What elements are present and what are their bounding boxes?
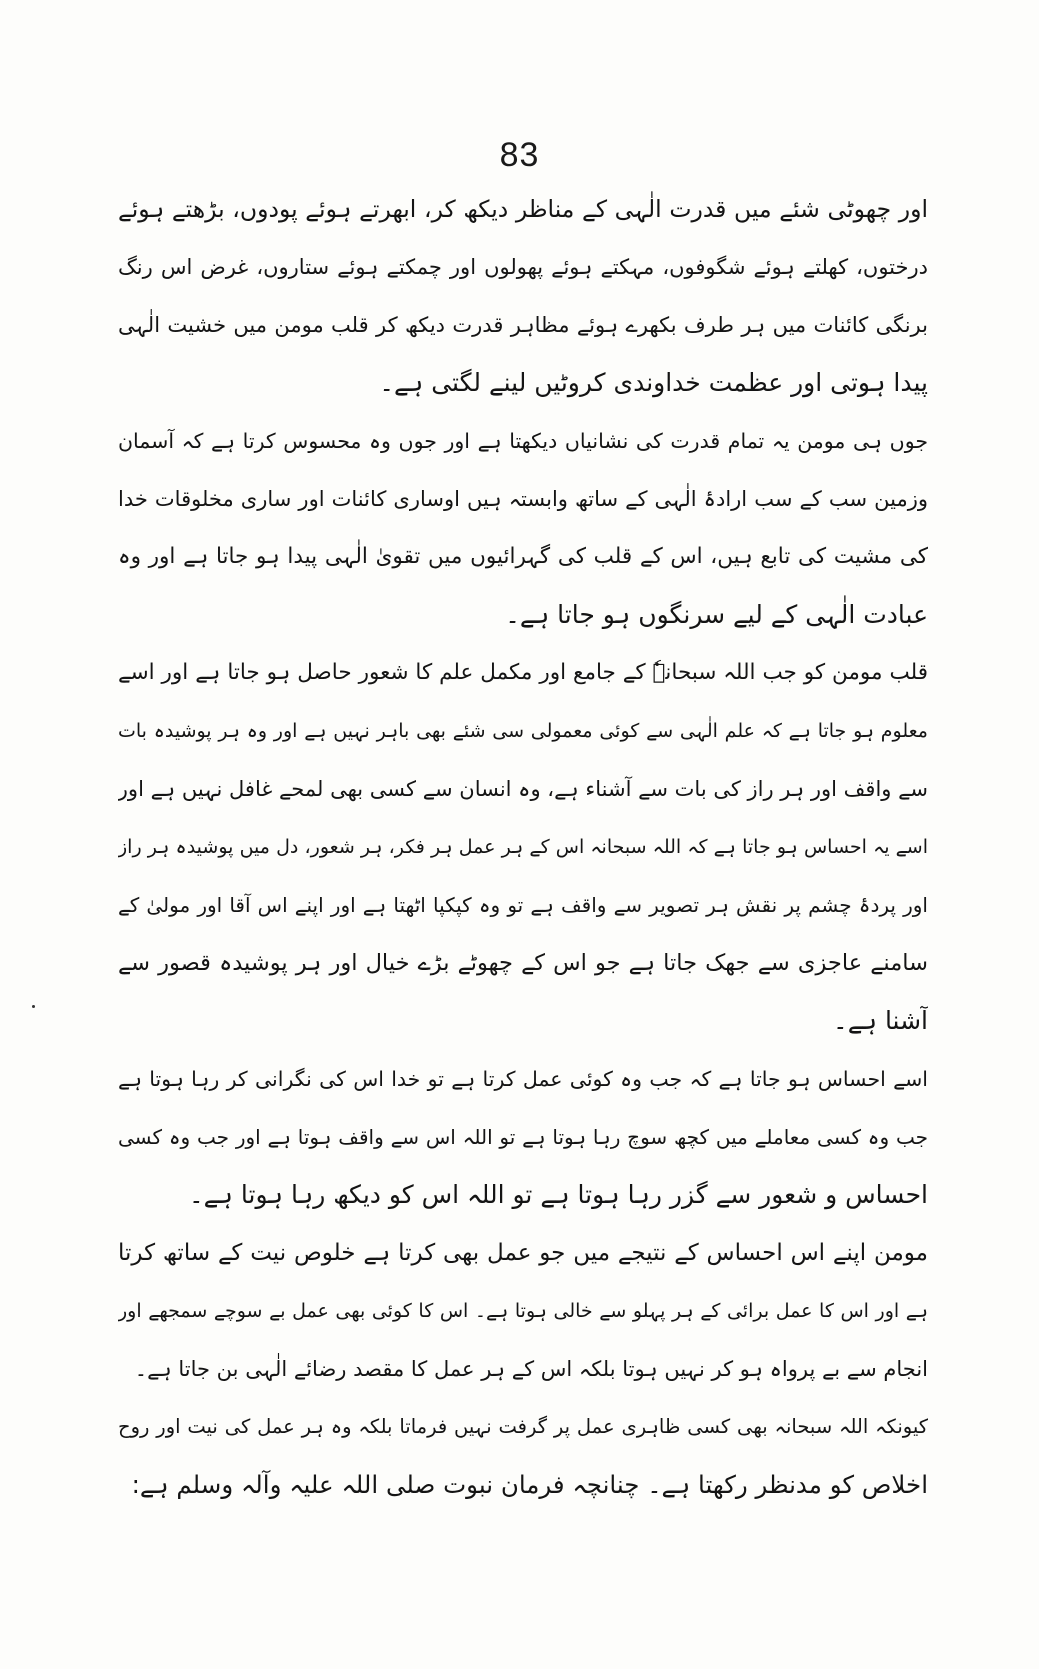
text-line: ہے اور اس کا عمل برائی کے ہر پہلو سے خالی ہوتا ہے۔ اس کا کوئی بھی عمل بے سوچے سمجھے اور	[118, 1300, 928, 1322]
page-number: 83	[499, 136, 540, 174]
paragraph-4	[118, 1050, 928, 1224]
paragraph-3	[118, 644, 928, 1050]
text-line: مومن اپنے اس احساس کے نتیجے میں جو عمل بھی کرتا ہے خلوص نیت کے ساتھ کرتا	[118, 1240, 928, 1266]
text-line: قلب مومن کو جب اللہ سبحانہٗ کے جامع اور مکمل علم کا شعور حاصل ہو جاتا ہے اور اسے	[118, 660, 928, 685]
text-line: معلوم ہو جاتا ہے کہ علم الٰہی سے کوئی معمولی سی شئے بھی باہر نہیں ہے اور وہ ہر پوشیدہ بات	[118, 720, 928, 742]
text-line: کی مشیت کی تابع ہیں، اس کے قلب کی گہرائیوں میں تقویٰ الٰہی پیدا ہو جاتا ہے اور وہ	[118, 544, 928, 569]
text-line: انجام سے بے پرواہ ہو کر نہیں ہوتا بلکہ اس کے ہر عمل کا مقصد رضائے الٰہی بن جاتا ہے۔	[134, 1357, 928, 1381]
text-line: وزمین سب کے سب ارادۂ الٰہی کے ساتھ وابستہ ہیں اوساری کائنات اور ساری مخلوقات خدا	[118, 487, 928, 511]
page-body-text	[118, 180, 928, 1514]
paragraph-5	[118, 1224, 928, 1398]
text-line: سامنے عاجزی سے جھک جاتا ہے جو اس کے چھوٹے بڑے خیال اور ہر پوشیدہ قصور سے	[118, 950, 928, 976]
text-line: احساس و شعور سے گزر رہا ہوتا ہے تو اللہ اس کو دیکھ رہا ہوتا ہے۔	[188, 1180, 928, 1209]
text-line: آشنا ہے۔	[833, 1006, 928, 1035]
text-line: کیونکہ اللہ سبحانہ بھی کسی ظاہری عمل پر گرفت نہیں فرماتا بلکہ وہ ہر عمل کی نیت اور روح	[118, 1415, 928, 1438]
text-line: اور چھوٹی شئے میں قدرت الٰہی کے مناظر دیکھ کر، ابھرتے ہوئے پودوں، بڑھتے ہوئے	[118, 195, 928, 223]
text-line: اخلاص کو مدنظر رکھتا ہے۔ چنانچہ فرمان نبوت صلی اللہ علیہ وآلہ وسلم ہے:	[131, 1470, 928, 1499]
text-line: درختوں، کھلتے ہوئے شگوفوں، مہکتے ہوئے پھولوں اور چمکتے ہوئے ستاروں، غرض اس رنگ	[118, 255, 928, 279]
text-line: عبادت الٰہی کے لیے سرنگوں ہو جاتا ہے۔	[505, 600, 928, 629]
paragraph-6	[118, 1398, 928, 1514]
text-line: جوں ہی مومن یہ تمام قدرت کی نشانیاں دیکھتا ہے اور جوں وہ محسوس کرتا ہے کہ آسمان	[118, 429, 928, 453]
text-line: پیدا ہوتی اور عظمت خداوندی کروٹیں لینے لگتی ہے۔	[379, 368, 928, 397]
text-line: سے واقف اور ہر راز کی بات سے آشناء ہے، وہ انسان سے کسی بھی لمحے غافل نہیں ہے اور	[118, 777, 928, 801]
paragraph-2	[118, 412, 928, 644]
paragraph-1	[118, 180, 928, 412]
text-line: برنگی کائنات میں ہر طرف بکھرے ہوئے مظاہر قدرت دیکھ کر قلب مومن میں خشیت الٰہی	[118, 313, 928, 337]
margin-speck	[32, 1005, 35, 1008]
text-line: اور پردۂ چشم پر نقش ہر تصویر سے واقف ہے تو وہ کپکپا اٹھتا ہے اور اپنے اس آقا اور مولیٰ کے	[118, 893, 928, 917]
text-line: جب وہ کسی معاملے میں کچھ سوچ رہا ہوتا ہے تو اللہ اس سے واقف ہوتا ہے اور جب وہ کسی	[118, 1125, 928, 1149]
text-line: اسے احساس ہو جاتا ہے کہ جب وہ کوئی عمل کرتا ہے تو خدا اس کی نگرانی کر رہا ہوتا ہے	[118, 1067, 928, 1091]
text-line: اسے یہ احساس ہو جاتا ہے کہ اللہ سبحانہ اس کے ہر عمل ہر فکر، ہر شعور، دل میں پوشیدہ ہر راز	[118, 836, 928, 858]
